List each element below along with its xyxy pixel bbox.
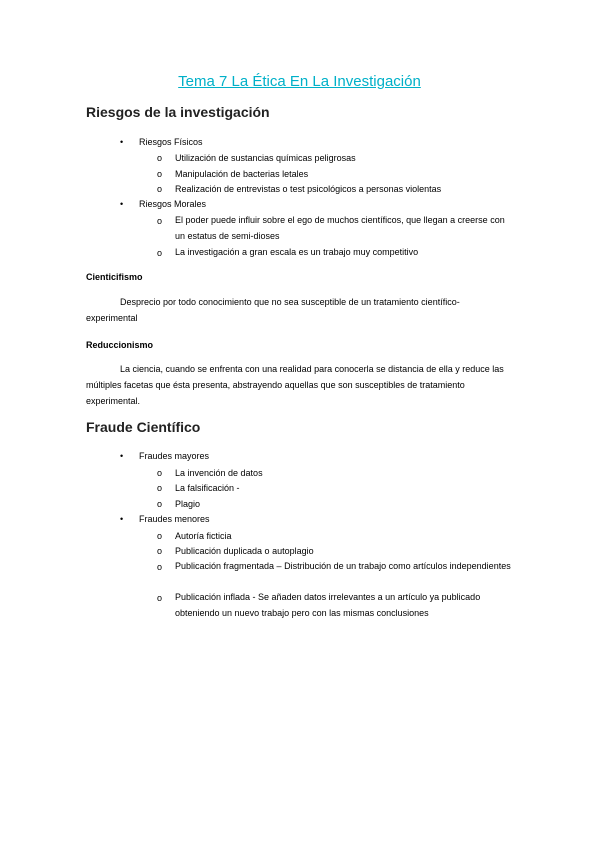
bullet-level2: o bbox=[157, 216, 163, 226]
bullet-level2: o bbox=[157, 248, 163, 258]
list-item: La falsificación - bbox=[175, 483, 240, 493]
list-item: Realización de entrevistas o test psicológicos a personas violentas bbox=[175, 184, 442, 194]
bullet-level2: o bbox=[157, 468, 163, 478]
heading-riesgos: Riesgos de la investigación bbox=[86, 104, 270, 120]
bullet-level1: • bbox=[120, 514, 124, 524]
list-item: Autoría ficticia bbox=[175, 531, 232, 541]
bullet-level2: o bbox=[157, 499, 163, 509]
list-item: Publicación inflada - Se añaden datos irrelevantes a un artículo ya publicado obteniendo un nuevo trabajo pero con las mismas conclusiones bbox=[175, 592, 481, 618]
list-item: Publicación duplicada o autoplagio bbox=[175, 546, 314, 556]
heading-reduccionismo: Reduccionismo bbox=[86, 340, 154, 350]
bullet-level2: o bbox=[157, 562, 163, 572]
list-item: Utilización de sustancias químicas peligrosas bbox=[175, 153, 356, 163]
bullet-level2: o bbox=[157, 546, 163, 556]
list-item-riesgos-fisicos: Riesgos Físicos bbox=[139, 137, 203, 147]
bullet-level2: o bbox=[157, 184, 163, 194]
list-item-riesgos-morales: Riesgos Morales bbox=[139, 199, 207, 209]
list-item: Manipulación de bacterias letales bbox=[175, 169, 309, 179]
list-item-fraudes-mayores: Fraudes mayores bbox=[139, 451, 210, 461]
list-item: El poder puede influir sobre el ego de muchos científicos, que llegan a creerse con un estatus de semi-dioses bbox=[175, 215, 505, 241]
bullet-level1: • bbox=[120, 137, 124, 147]
bullet-level1: • bbox=[120, 199, 124, 209]
list-item: Publicación fragmentada – Distribución de un trabajo como artículos independientes bbox=[175, 561, 511, 571]
bullet-level1: • bbox=[120, 451, 124, 461]
heading-cientificismo: Cienticifismo bbox=[86, 272, 143, 282]
bullet-level2: o bbox=[157, 153, 163, 163]
paragraph-reduccionismo: La ciencia, cuando se enfrenta con una realidad para conocerla se distancia de ella y reduce las múltiples facetas que ésta presenta, abstrayendo aquellas que son susceptibles de tratamiento experimental. bbox=[86, 364, 504, 406]
list-item: La invención de datos bbox=[175, 468, 263, 478]
bullet-level2: o bbox=[157, 169, 163, 179]
bullet-level2: o bbox=[157, 593, 163, 603]
bullet-level2: o bbox=[157, 483, 163, 493]
list-item-fraudes-menores: Fraudes menores bbox=[139, 514, 210, 524]
heading-fraude: Fraude Científico bbox=[86, 419, 201, 435]
paragraph-cientificismo: Desprecio por todo conocimiento que no sea susceptible de un tratamiento científico-experimental bbox=[86, 297, 460, 323]
list-item: Plagio bbox=[175, 499, 201, 509]
bullet-level2: o bbox=[157, 531, 163, 541]
document-title: Tema 7 La Ética En La Investigación bbox=[178, 73, 421, 90]
list-item: La investigación a gran escala es un trabajo muy competitivo bbox=[175, 247, 419, 257]
